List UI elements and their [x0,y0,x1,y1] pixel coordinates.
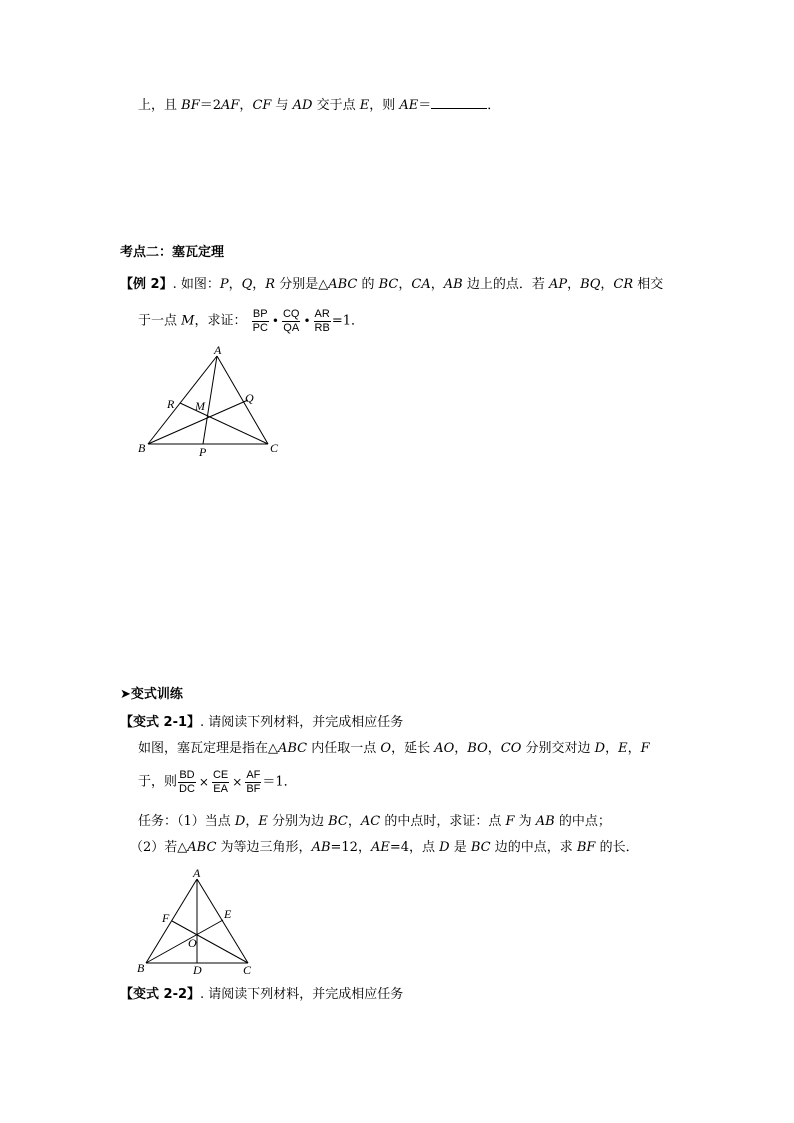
label-c: C [270,441,279,455]
fraction-bp-pc: $\frac{BP}{PC}$ [252,307,268,334]
label-b-2: B [137,961,145,975]
section-heading-ceva: 考点二：塞瓦定理 [120,245,225,260]
variant-2-1-line-1: 如图，塞瓦定理是指在△ABC 内任取一点 O，延长 AO，BO，CO 分别交对边 D，E，F [138,741,650,756]
label-e-2: E [224,907,232,921]
label-q: Q [245,391,254,405]
variants-heading: ➤变式训练 [120,687,183,702]
example-2-line-1: 【例 2】. 如图：P，Q，R 分别是△ABC 的 BC，CA，AB 边上的点．若 AP，BQ，CR 相交 [120,277,664,292]
label-o-2: O [188,936,197,950]
variant-2-1-line-2: 于，则 $\frac{BD}{DC}$ × $\frac{CE}{EA}$ × $\frac{AF}{BF}$ ＝1． [138,768,297,795]
label-m: M [195,399,205,413]
label-a: A [214,343,222,357]
side-ac-2 [197,879,248,963]
label-c-2: C [243,963,252,977]
fraction-cq-qa: $\frac{CQ}{QA}$ [282,307,300,334]
label-b: B [138,441,146,455]
label-p: P [199,445,207,459]
fraction-ce-ea: $\frac{CE}{EA}$ [212,768,229,795]
label-f-2: F [162,911,170,925]
variant-2-1-task-1: 任务：（1）当点 D，E 分别为边 BC，AC 的中点时，求证：点 F 为 AB 的中点； [138,814,611,829]
fraction-bd-dc: $\frac{BD}{DC}$ [179,768,195,795]
example-2-line-2: 于一点 M，求证： $\frac{BP}{PC}$ • $\frac{CQ}{QA}$ • $\frac{AR}{RB}$ =1． [138,307,364,334]
side-ab-2 [146,879,197,963]
variant-2-1-title: 【变式 2-1】. 请阅读下列材料，并完成相应任务 [120,715,404,730]
variant-2-1-task-2: （2）若△ABC 为等边三角形，AB=12，AE=4，点 D 是 BC 边的中点，求 BF 的长． [130,840,639,855]
cevian-be [146,920,223,963]
previous-problem-tail: 上，且 BF＝2AF，CF 与 AD 交于点 E，则 AE＝ ． [138,98,501,113]
fraction-af-bf: $\frac{AF}{BF}$ [246,768,261,795]
arrow-bullet-icon: ➤ [120,687,131,702]
label-r: R [167,397,175,411]
variant-2-2-title: 【变式 2-2】. 请阅读下列材料，并完成相应任务 [120,987,404,1002]
label-a-2: A [193,866,201,880]
fraction-ar-rb: $\frac{AR}{RB}$ [314,307,330,334]
label-d-2: D [193,963,202,977]
